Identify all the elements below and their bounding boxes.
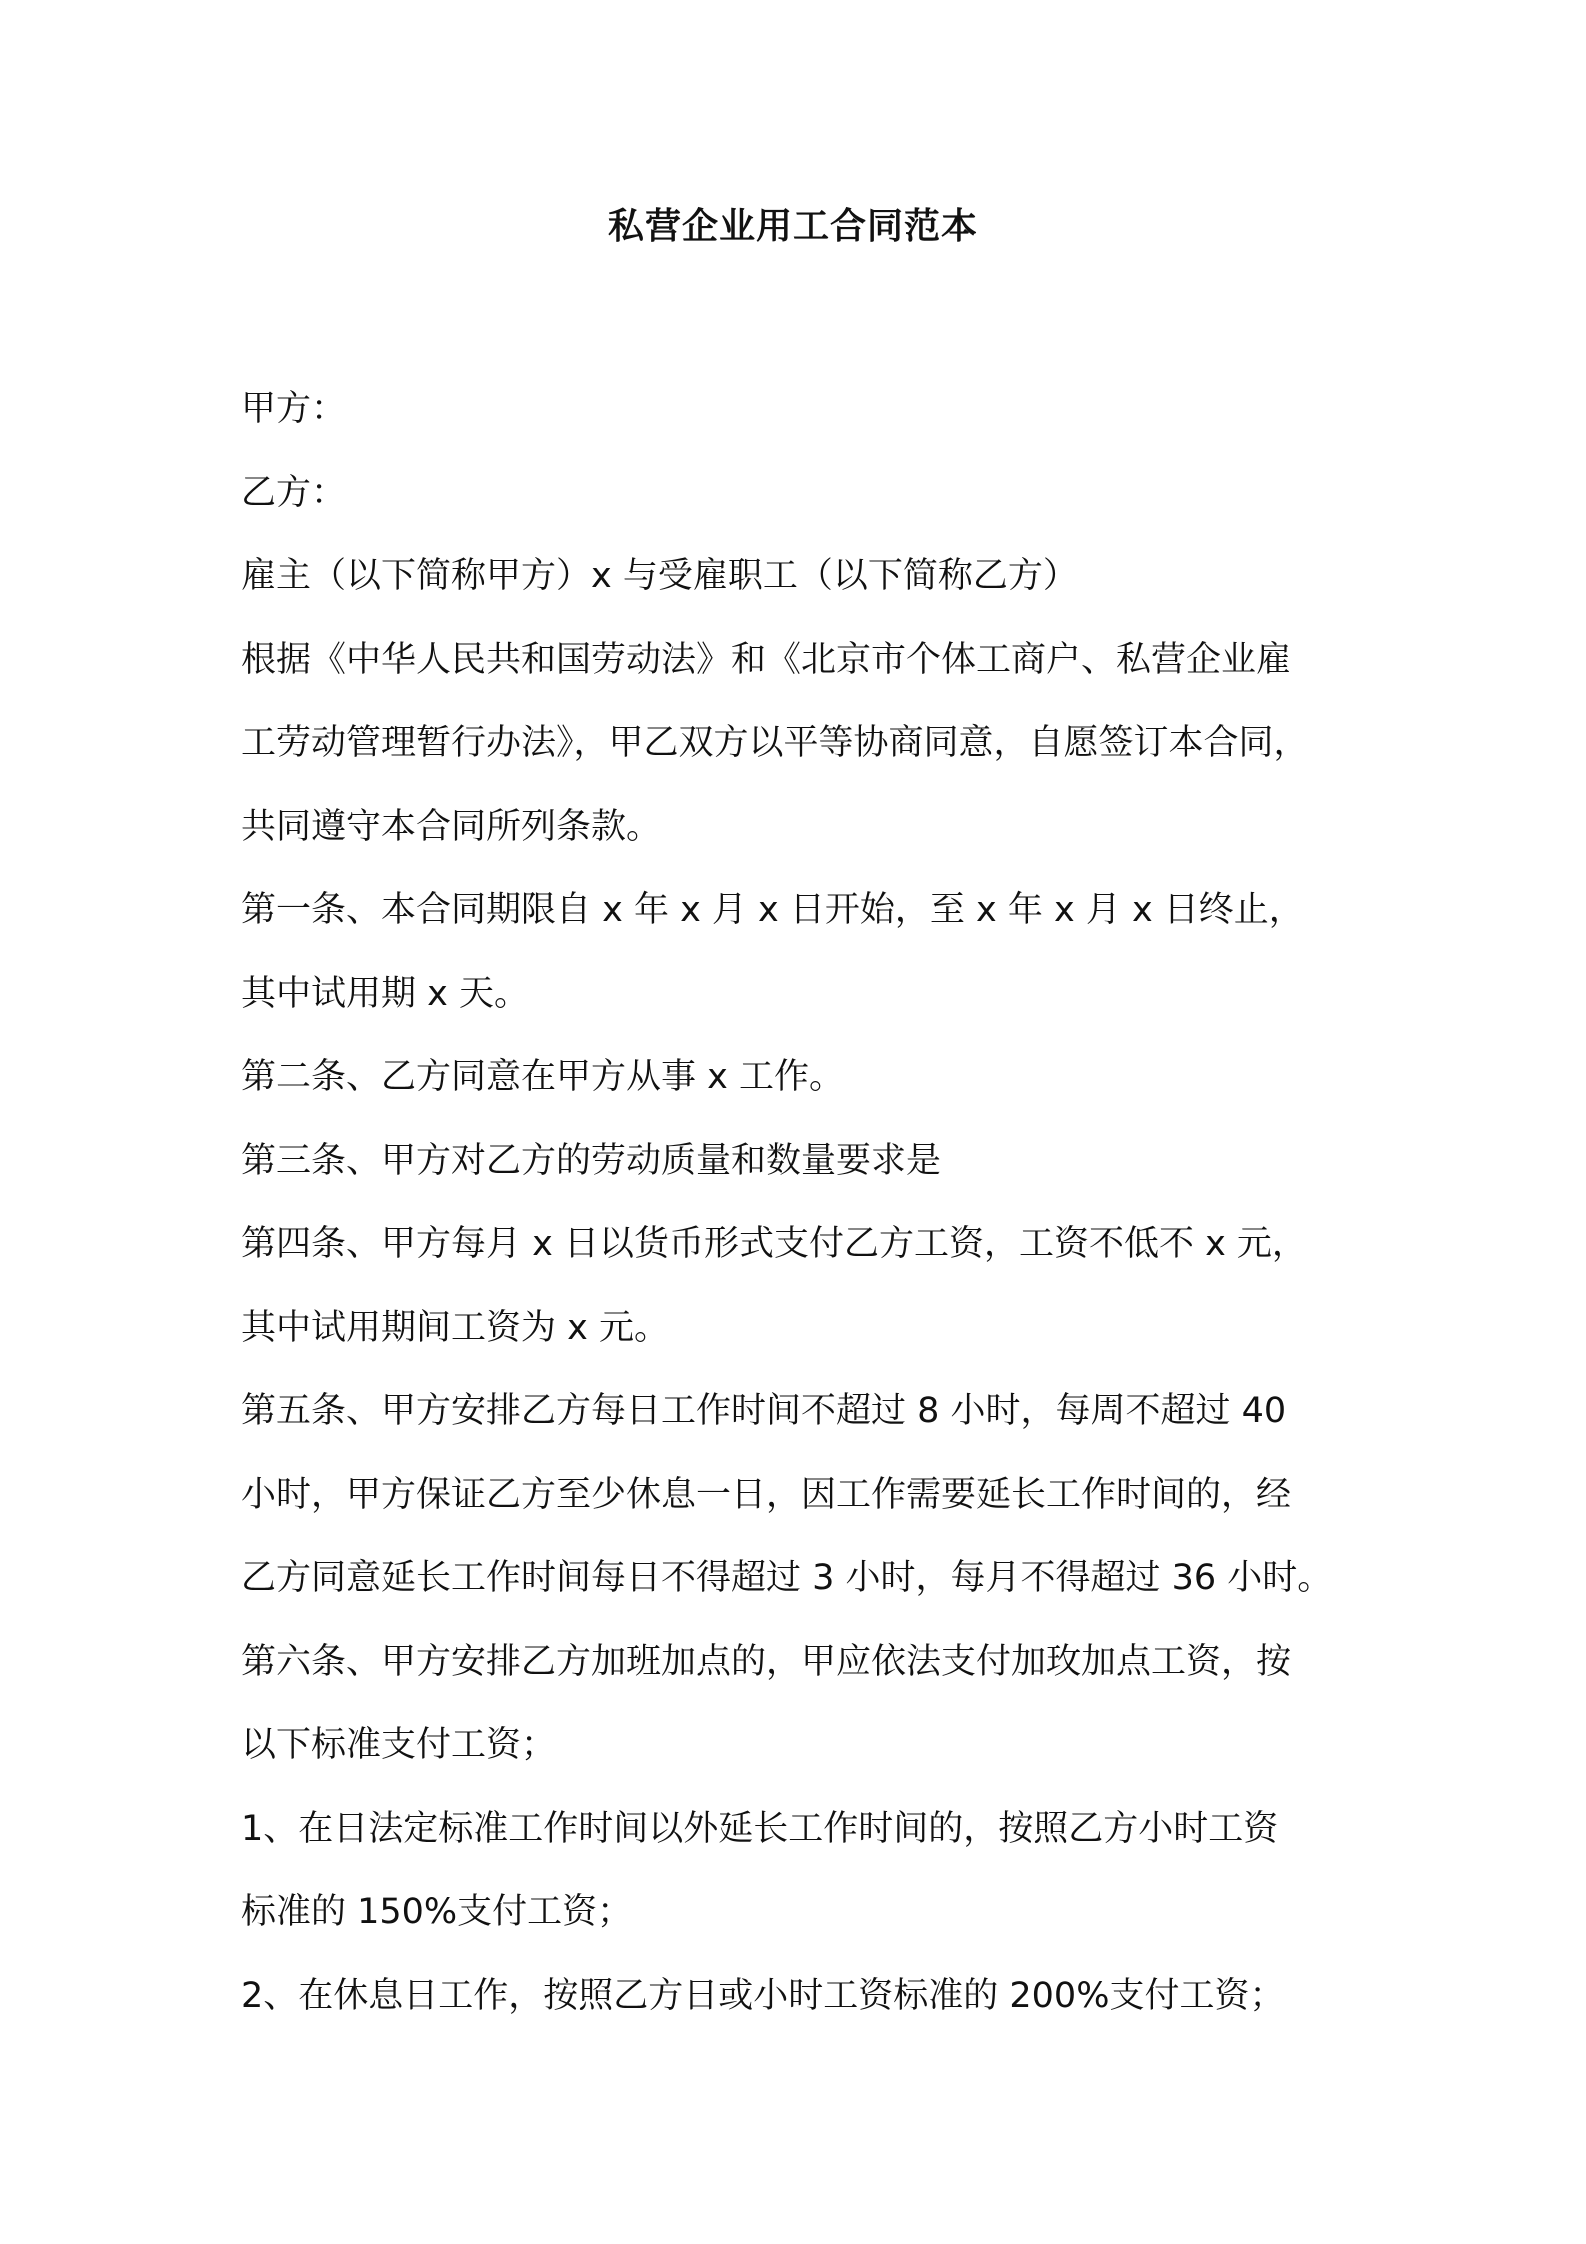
article-1-line: 第一条、本合同期限自 x 年 x 月 x 日开始，至 x 年 x 月 x 日终止，: [241, 890, 1304, 930]
article-6-line: 以下标准支付工资；: [241, 1725, 557, 1765]
article-5-line: 第五条、甲方安排乙方每日工作时间不超过 8 小时，每周不超过 40: [241, 1391, 1287, 1431]
clause-1-line: 1、在日法定标准工作时间以外延长工作时间的，按照乙方小时工资: [241, 1808, 1279, 1849]
article-6-line: 第六条、甲方安排乙方加班加点的，甲应依法支付加玫加点工资，按: [241, 1641, 1292, 1682]
preamble-line: 雇主（以下简称甲方）x 与受雇职工（以下简称乙方）: [241, 556, 1078, 596]
article-1-line: 其中试用期 x 天。: [241, 973, 529, 1014]
basis-line: 工劳动管理暂行办法》，甲乙双方以平等协商同意，自愿签订本合同，: [241, 723, 1309, 763]
article-5-line: 乙方同意延长工作时间每日不得超过 3 小时，每月不得超过 36 小时。: [241, 1558, 1333, 1598]
clause-1-line: 标准的 150%支付工资；: [241, 1892, 633, 1932]
basis-line: 根据《中华人民共和国劳动法》和《北京市个体工商户、私营企业雇: [241, 639, 1292, 680]
basis-line: 共同遵守本合同所列条款。: [241, 806, 662, 847]
party-b-line: 乙方：: [241, 472, 347, 513]
article-2-line: 第二条、乙方同意在甲方从事 x 工作。: [241, 1057, 844, 1097]
party-a-line: 甲方：: [241, 389, 347, 429]
article-5-line: 小时，甲方保证乙方至少休息一日，因工作需要延长工作时间的，经: [241, 1474, 1292, 1515]
document-body: [241, 368, 1361, 2038]
article-3-line: 第三条、甲方对乙方的劳动质量和数量要求是: [241, 1140, 942, 1181]
clause-2-line: 2、在休息日工作，按照乙方日或小时工资标准的 200%支付工资；: [241, 1975, 1285, 2016]
article-4-line: 其中试用期间工资为 x 元。: [241, 1307, 669, 1348]
article-4-line: 第四条、甲方每月 x 日以货币形式支付乙方工资，工资不低不 x 元，: [241, 1224, 1307, 1264]
document-title: 私营企业用工合同范本: [607, 206, 978, 247]
